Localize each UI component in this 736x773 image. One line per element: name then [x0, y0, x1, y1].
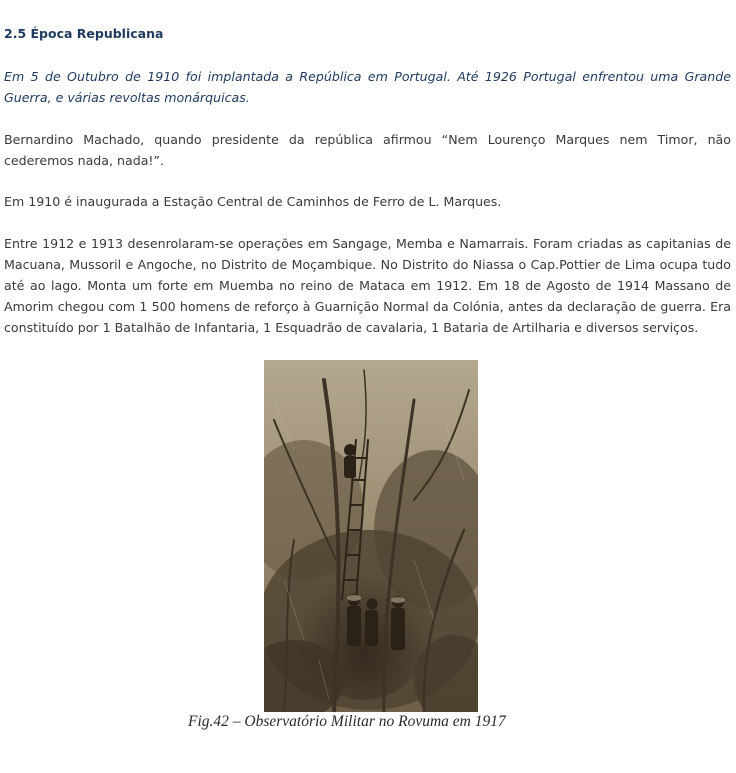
military-observatory-photo	[264, 360, 478, 712]
figure-caption: Fig.42 – Observatório Militar no Rovuma em 1917	[188, 713, 506, 730]
intro-paragraph: Em 5 de Outubro de 1910 foi implantada a República em Portugal. Até 1926 Portugal enfrentou uma Grande Guerra, e várias revoltas monárquicas.	[4, 69, 731, 105]
quote-paragraph: Bernardino Machado, quando presidente da república afirmou “Nem Lourenço Marques nem Timor, não cederemos nada, nada!”.	[4, 132, 731, 168]
station-paragraph: Em 1910 é inaugurada a Estação Central de Caminhos de Ferro de L. Marques.	[4, 194, 502, 209]
operations-paragraph: Entre 1912 e 1913 desenrolaram-se operações em Sangage, Memba e Namarrais. Foram criadas as capitanias de Macuana, Mussoril e Angoche, no Distrito de Moçambique. No Distrito do Niassa o Cap.Pottier de Lima ocupa tudo até ao lago. Monta um forte em Muemba no reino de Mataca em 1912. Em 18 de Agosto de 1914 Massano de Amorim chegou com 1 500 homens de reforço à Guarnição Normal da Colónia, antes da declaração de guerra. Era constituído por 1 Batalhão de Infantaria, 1 Esquadrão de cavalaria, 1 Bataria de Artilharia e diversos serviços.	[4, 236, 731, 335]
section-heading: 2.5 Época Republicana	[4, 26, 164, 41]
